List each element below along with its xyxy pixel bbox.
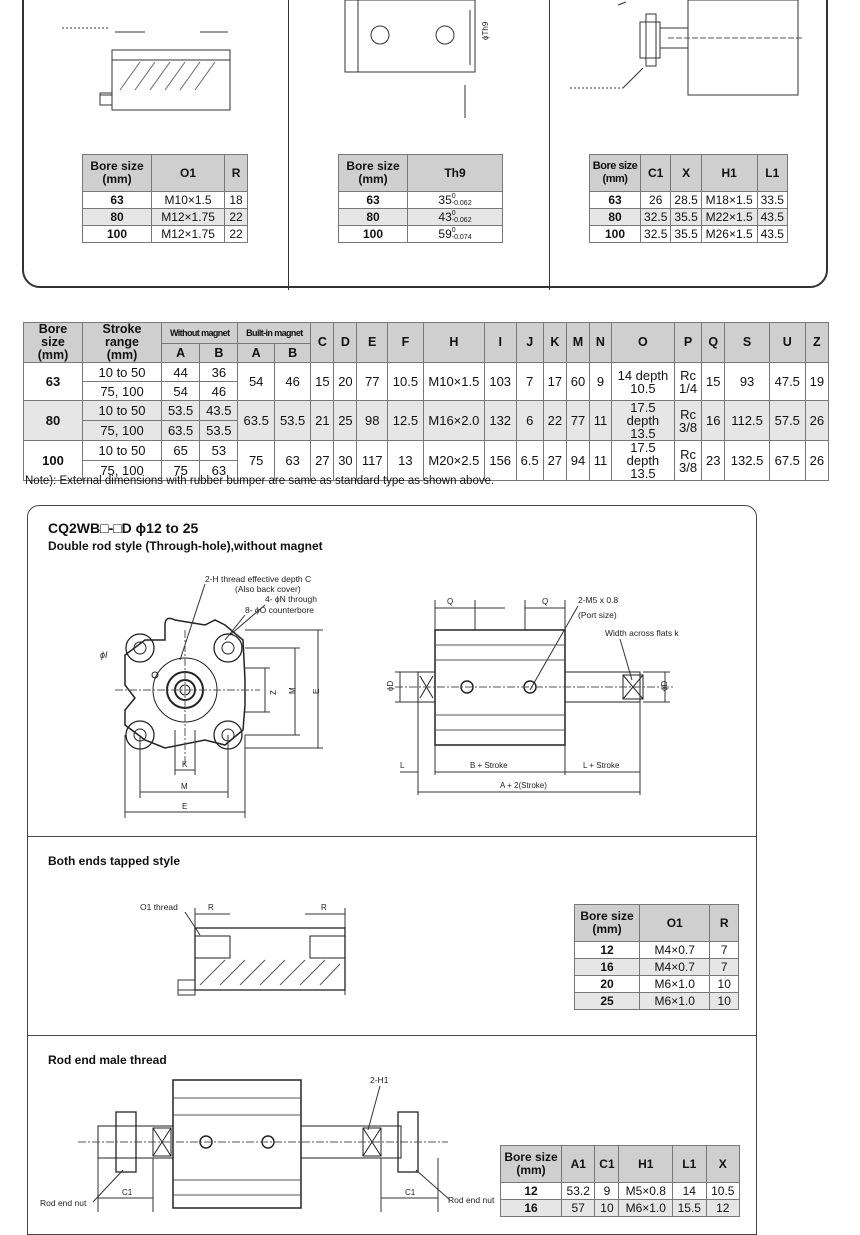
th-i: I	[484, 323, 516, 363]
th-p: P	[674, 323, 701, 363]
panel-divider-1	[27, 836, 757, 837]
table-cell: 11	[589, 441, 611, 481]
table-cell: 132.5	[725, 441, 770, 481]
th-c1: C1	[595, 1146, 619, 1183]
table-cell: 10.5	[387, 363, 423, 401]
table-cell: 94	[566, 441, 589, 481]
table-row: 20 M6×1.0 10	[575, 976, 739, 993]
table-cell: Rc 3/8	[674, 401, 701, 441]
z-label: Z	[269, 690, 278, 695]
th-o1: O1	[640, 905, 710, 942]
table-cell: 27	[311, 441, 334, 481]
table-cell: 63	[274, 441, 310, 481]
table-row: 100 590 -0.074	[339, 226, 503, 243]
nut2-label: Rod end nut	[448, 1195, 495, 1205]
e2-label: E	[182, 802, 188, 811]
th-a1: A1	[562, 1146, 595, 1183]
side-view-drawing	[380, 590, 700, 805]
r2-label: R	[321, 903, 327, 912]
th-bore: Bore size (mm)	[590, 155, 641, 192]
top-table-o1	[82, 154, 248, 243]
top-table-rod-end	[589, 154, 788, 243]
m2-label: M	[181, 782, 188, 791]
table-cell: 15	[702, 363, 725, 401]
th-stroke: Stroke range (mm)	[83, 323, 162, 363]
rod-end-title: Rod end male thread	[48, 1053, 167, 1067]
phid1-label: ϕD	[386, 680, 395, 691]
th-bore: Bore size (mm)	[24, 323, 83, 363]
table-cell: 112.5	[725, 401, 770, 441]
th-builtin-magnet: Built-in magnet	[238, 323, 311, 344]
both-ends-title: Both ends tapped style	[48, 854, 181, 868]
top-table-th9	[338, 154, 503, 243]
table-row: 80 M12×1.75 22	[83, 209, 248, 226]
table-cell: 63.5	[162, 421, 200, 441]
table-cell: 26	[805, 401, 828, 441]
table-cell: 17.5 depth 13.5	[611, 441, 674, 481]
front-view-drawing	[95, 570, 335, 820]
table-cell: 75	[238, 441, 274, 481]
q1-label: Q	[447, 597, 454, 606]
table-cell: 53	[200, 441, 238, 461]
table-cell: 17	[543, 363, 566, 401]
table-cell: 14 depth 10.5	[611, 363, 674, 401]
th-o1: O1	[152, 155, 225, 192]
th-bore: Bore size (mm)	[83, 155, 152, 192]
table-cell: 10 to 50	[83, 441, 162, 461]
th-x: X	[706, 1146, 740, 1183]
th-r: R	[225, 155, 248, 192]
th-h: H	[423, 323, 484, 363]
table-row: 80 430 -0.062	[339, 209, 503, 226]
back-cover-label: (Also back cover)	[235, 584, 301, 594]
th-f: F	[387, 323, 423, 363]
table-cell: 75, 100	[83, 382, 162, 401]
o1-thread-label: O1 thread	[140, 902, 178, 912]
table-cell: 10 to 50	[83, 401, 162, 421]
table-row	[24, 401, 829, 421]
th-bore: Bore size (mm)	[339, 155, 408, 192]
table-cell: 16	[702, 401, 725, 441]
table-cell: 12.5	[387, 401, 423, 441]
th-l1: L1	[673, 1146, 706, 1183]
table-cell: 98	[357, 401, 388, 441]
th9-label: ϕTh9	[481, 21, 490, 40]
table-row: 100 M12×1.75 22	[83, 226, 248, 243]
th-c: C	[311, 323, 334, 363]
both-ends-table	[574, 904, 739, 1010]
table-cell: 19	[805, 363, 828, 401]
th-s: S	[725, 323, 770, 363]
table-row: 16 M4×0.7 7	[575, 959, 739, 976]
th-a-builtin: A	[238, 344, 274, 363]
table-cell: 17.5 depth 13.5	[611, 401, 674, 441]
panel-subtitle: Double rod style (Through-hole),without magnet	[48, 539, 323, 553]
table-row: 63 26 28.5 M18×1.5 33.5	[590, 192, 788, 209]
table-cell: 44	[162, 363, 200, 382]
th-o: O	[611, 323, 674, 363]
table-cell: 63	[200, 461, 238, 481]
th-h1: H1	[619, 1146, 673, 1183]
table-cell: 77	[357, 363, 388, 401]
a-stroke-label: A + 2(Stroke)	[500, 781, 547, 790]
table-note: Note): External dimensions with rubber bumper are same as standard type as shown above.	[25, 475, 495, 487]
table-cell: 22	[543, 401, 566, 441]
table-cell: 27	[543, 441, 566, 481]
table-cell: 13	[387, 441, 423, 481]
th-b-without: B	[200, 344, 238, 363]
th-without-magnet: Without magnet	[162, 323, 238, 344]
table-cell: 9	[589, 363, 611, 401]
table-cell: 7	[516, 363, 543, 401]
table-cell: 63	[24, 363, 83, 401]
th-m: M	[566, 323, 589, 363]
table-cell: 36	[200, 363, 238, 382]
table-cell: 132	[484, 401, 516, 441]
table-cell: 23	[702, 441, 725, 481]
th-n: N	[589, 323, 611, 363]
table-cell: 46	[200, 382, 238, 401]
table-cell: 156	[484, 441, 516, 481]
phid2-label: ϕD	[660, 680, 669, 691]
phi-i-label: ϕI	[100, 650, 108, 660]
panel-divider-2	[27, 1035, 757, 1036]
table-cell: 53.5	[162, 401, 200, 421]
th-c1: C1	[641, 155, 671, 192]
through-label: 4- ϕN through	[265, 594, 318, 604]
table-row: 63 M10×1.5 18	[83, 192, 248, 209]
table-cell: 53.5	[200, 421, 238, 441]
table-cell: 53.5	[274, 401, 310, 441]
h1-label: 2-H1	[370, 1075, 389, 1085]
l-stroke-label: L + Stroke	[583, 761, 620, 770]
rod-end-table	[500, 1145, 740, 1217]
th-bore: Bore size (mm)	[501, 1146, 562, 1183]
th-q: Q	[702, 323, 725, 363]
table-cell: 30	[334, 441, 357, 481]
nut1-label: Rod end nut	[40, 1198, 87, 1208]
table-cell: 15	[311, 363, 334, 401]
table-cell: 63.5	[238, 401, 274, 441]
table-row: 25 M6×1.0 10	[575, 993, 739, 1010]
both-ends-drawing	[140, 900, 360, 1000]
table-cell: 103	[484, 363, 516, 401]
r1-label: R	[208, 903, 214, 912]
table-cell: 57.5	[769, 401, 805, 441]
th-bore: Bore size (mm)	[575, 905, 640, 942]
table-row: 63 350 -0.062	[339, 192, 503, 209]
table-cell: 117	[357, 441, 388, 481]
top-drawing-tapped	[60, 0, 260, 115]
table-cell: 47.5	[769, 363, 805, 401]
k-label: K	[182, 760, 188, 769]
table-cell: 43.5	[200, 401, 238, 421]
table-cell: 46	[274, 363, 310, 401]
table-row	[24, 363, 829, 382]
th-th9: Th9	[408, 155, 503, 192]
table-cell: 20	[334, 363, 357, 401]
b-stroke-label: B + Stroke	[470, 761, 508, 770]
e-label: E	[312, 688, 321, 694]
thread-label: 2-H thread effective depth C	[205, 574, 312, 584]
th-k: K	[543, 323, 566, 363]
table-cell: 25	[334, 401, 357, 441]
table-cell: 65	[162, 441, 200, 461]
top-panel-divider-1	[288, 0, 289, 290]
c1b-label: C1	[405, 1188, 416, 1197]
th-h1: H1	[701, 155, 757, 192]
table-row	[24, 441, 829, 461]
panel-title: CQ2WB□-□D ϕ12 to 25	[48, 520, 199, 536]
table-cell: 6	[516, 401, 543, 441]
table-cell: M10×1.5	[423, 363, 484, 401]
table-cell: 67.5	[769, 441, 805, 481]
table-cell: 100	[24, 441, 83, 481]
table-cell: 93	[725, 363, 770, 401]
main-dimension-table	[23, 322, 829, 481]
table-cell: 75, 100	[83, 461, 162, 481]
table-cell: M16×2.0	[423, 401, 484, 441]
th-l1: L1	[757, 155, 787, 192]
rod-end-drawing	[38, 1070, 498, 1212]
table-cell: 26	[805, 441, 828, 481]
table-cell: 54	[238, 363, 274, 401]
table-cell: 75	[162, 461, 200, 481]
table-cell: Rc 3/8	[674, 441, 701, 481]
th-r: R	[710, 905, 739, 942]
table-cell: 60	[566, 363, 589, 401]
top-drawing-flange	[340, 0, 500, 120]
th-z: Z	[805, 323, 828, 363]
l-label: L	[400, 761, 405, 770]
th-d: D	[334, 323, 357, 363]
table-cell: 10 to 50	[83, 363, 162, 382]
th-e: E	[357, 323, 388, 363]
th-b-builtin: B	[274, 344, 310, 363]
table-cell: 21	[311, 401, 334, 441]
table-row: 16 57 10 M6×1.0 15.5 12	[501, 1200, 740, 1217]
table-cell: 80	[24, 401, 83, 441]
th-j: J	[516, 323, 543, 363]
port-size-label: (Port size)	[578, 610, 617, 620]
port-label: 2-M5 x 0.8	[578, 595, 619, 605]
table-cell: 75, 100	[83, 421, 162, 441]
th-x: X	[671, 155, 701, 192]
table-row: 12 M4×0.7 7	[575, 942, 739, 959]
table-row: 100 32.5 35.5 M26×1.5 43.5	[590, 226, 788, 243]
table-cell: 11	[589, 401, 611, 441]
table-row: 12 53.2 9 M5×0.8 14 10.5	[501, 1183, 740, 1200]
q2-label: Q	[542, 597, 549, 606]
table-cell: Rc 1/4	[674, 363, 701, 401]
flats-label: Width across flats k	[605, 628, 679, 638]
m-label: M	[288, 687, 297, 694]
c1a-label: C1	[122, 1188, 133, 1197]
table-row: 80 32.5 35.5 M22×1.5 43.5	[590, 209, 788, 226]
th-u: U	[769, 323, 805, 363]
table-cell: 77	[566, 401, 589, 441]
top-panel-divider-2	[549, 0, 550, 290]
th-a-without: A	[162, 344, 200, 363]
table-cell: M20×2.5	[423, 441, 484, 481]
table-cell: 54	[162, 382, 200, 401]
table-cell: 6.5	[516, 441, 543, 481]
top-drawing-rod-end	[568, 0, 808, 115]
counterbore-label: 8- ϕO counterbore	[245, 605, 315, 615]
